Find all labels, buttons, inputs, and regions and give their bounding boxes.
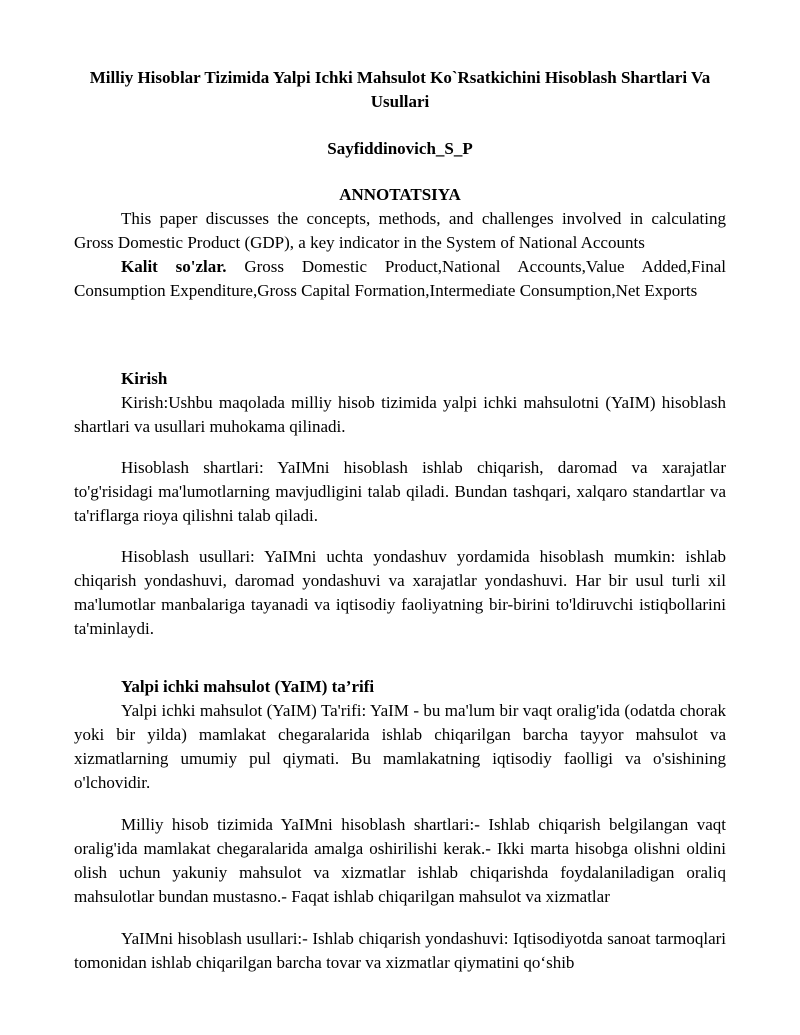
kirish-paragraph-3: Hisoblash usullari: YaIMni uchta yondashuv yordamida hisoblash mumkin: ishlab chiqarish yondashuvi, daromad yondashuvi va xarajatlar yondashuvi. Har bir usul turli xil ma'lumotlar manbalariga tayanadi va iqtisodiy faoliyatning bir-birini to'ldiruvchi istiqbollarini ta'minlaydi. xyxy=(74,547,726,638)
yaim-paragraph-3: YaIMni hisoblash usullari:- Ishlab chiqarish yondashuvi: Iqtisodiyotda sanoat tarmoqlari tomonidan ishlab chiqarilgan barcha tovar va xizmatlar qiymatini qo‘shib xyxy=(74,929,726,972)
annotation-heading: ANNOTATSIYA xyxy=(339,185,461,204)
section-heading-kirish: Kirish xyxy=(121,369,168,388)
paper-page xyxy=(74,0,726,975)
keywords-paragraph xyxy=(74,255,726,303)
section-heading-yaim: Yalpi ichki mahsulot (YaIM) ta’rifi xyxy=(121,677,375,696)
kirish-paragraph-1: Kirish:Ushbu maqolada milliy hisob tizimida yalpi ichki mahsulotni (YaIM) hisoblash shartlari va usullari muhokama qilinadi. xyxy=(74,393,726,436)
keywords-text: Gross Domestic Product,National Accounts,Value Added,Final Consumption Expenditure,Gross Capital Formation,Intermediate Consumption,Net Exports xyxy=(74,257,726,300)
paper-author: Sayfiddinovich_S_P xyxy=(327,139,473,158)
yaim-paragraph-1: Yalpi ichki mahsulot (YaIM) Ta'rifi: YaIM - bu ma'lum bir vaqt oralig'ida (odatda chorak yoki bir yilda) mamlakat chegaralarida ishlab chiqarilgan barcha tayyor mahsulot va xizmatlarning umumiy pul qiymati. Bu mamlakatning iqtisodiy faolligi va o'sishining o'lchovidir. xyxy=(74,701,726,792)
keywords-label: Kalit so'zlar. xyxy=(121,257,227,276)
yaim-paragraph-2: Milliy hisob tizimida YaIMni hisoblash shartlari:- Ishlab chiqarish belgilangan vaqt oralig'ida mamlakat chegaralarida amalga oshirilishi kerak.- Ikki marta hisobga olishni oldini olish uchun yakuniy mahsulot va xizmatlar ishlab chiqarishda foydalaniladigan oraliq mahsulotlar bundan mustasno.- Faqat ishlab chiqarilgan mahsulot va xizmatlar xyxy=(74,815,726,906)
kirish-paragraph-2: Hisoblash shartlari: YaIMni hisoblash ishlab chiqarish, daromad va xarajatlar to'g'risidagi ma'lumotlarning mavjudligini talab qiladi. Bundan tashqari, xalqaro standartlar va ta'riflarga rioya qilishni talab qiladi. xyxy=(74,458,726,525)
abstract-paragraph: This paper discusses the concepts, methods, and challenges involved in calculating Gross Domestic Product (GDP), a key indicator in the System of National Accounts xyxy=(74,209,726,252)
paper-title: Milliy Hisoblar Tizimida Yalpi Ichki Mahsulot Ko`Rsatkichini Hisoblash Shartlari Va Usullari xyxy=(89,68,711,111)
